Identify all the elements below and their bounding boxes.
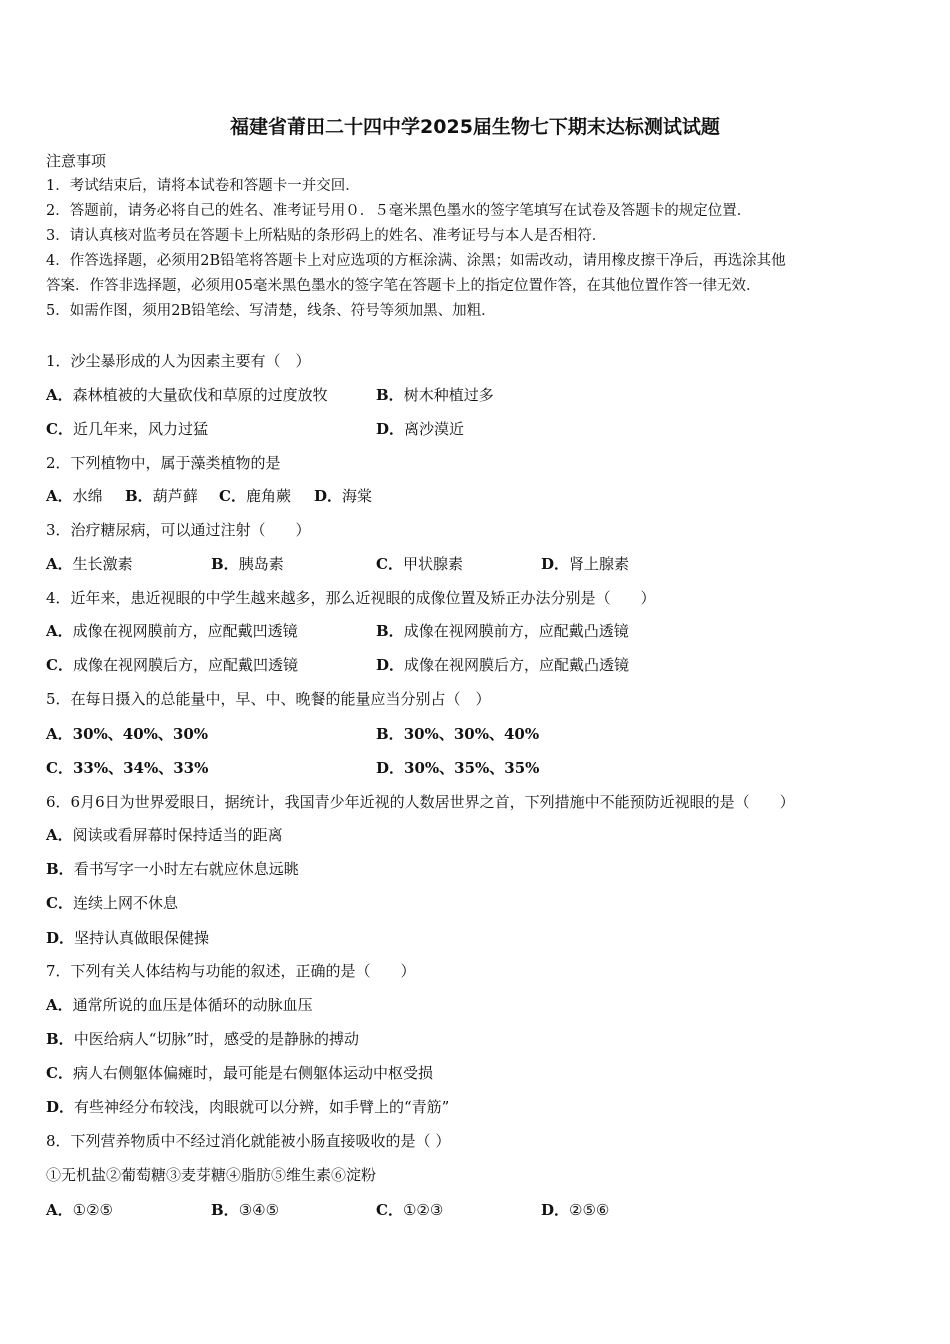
- notice-line: 4．作答选择题，必须用2B铅笔将答题卡上对应选项的方框涂满、涂黑；如需改动，请用橡皮擦干净后，再选涂其他: [46, 253, 786, 269]
- question-stem: 6．6月6日为世界爱眼日，据统计，我国青少年近视的人数居世界之首，下列措施中不能预防近视眼的是（ ）: [46, 793, 795, 811]
- option-d[interactable]: D．肾上腺素: [541, 555, 630, 573]
- question-sub-list: ①无机盐②葡萄糖③麦芽糖④脂肪⑤维生素⑥淀粉: [46, 1166, 377, 1184]
- option-c[interactable]: C．病人右侧躯体偏瘫时，最可能是右侧躯体运动中枢受损: [46, 1064, 433, 1082]
- option-a[interactable]: A．阅读或看屏幕时保持适当的距离: [46, 826, 283, 844]
- option-b[interactable]: B．胰岛素: [211, 555, 284, 573]
- option-a[interactable]: A．通常所说的血压是体循环的动脉血压: [46, 996, 313, 1014]
- option-d[interactable]: D．离沙漠近: [376, 420, 465, 438]
- question-stem: 7．下列有关人体结构与功能的叙述，正确的是（ ）: [46, 962, 416, 980]
- option-b[interactable]: B．中医给病人“切脉”时，感受的是静脉的搏动: [46, 1030, 360, 1048]
- option-b[interactable]: B．30%、30%、40%: [376, 725, 540, 743]
- notice-line: 1．考试结束后，请将本试卷和答题卡一并交回．: [46, 178, 360, 194]
- question-stem: 3．治疗糖尿病，可以通过注射（ ）: [46, 521, 311, 539]
- option-a[interactable]: A．水绵: [46, 487, 103, 505]
- option-a[interactable]: A．①②⑤: [46, 1201, 113, 1219]
- option-c[interactable]: C．近几年来，风力过猛: [46, 420, 208, 438]
- option-a[interactable]: A．成像在视网膜前方，应配戴凹透镜: [46, 622, 298, 640]
- notice-heading: 注意事项: [46, 152, 107, 170]
- notice-line: 2．答题前，请务必将自己的姓名、准考证号用０．５毫米黑色墨水的签字笔填写在试卷及答题卡的规定位置．: [46, 203, 752, 219]
- notice-line: 答案．作答非选择题，必须用05毫米黑色墨水的签字笔在答题卡上的指定位置作答，在其他位置作答一律无效．: [46, 278, 761, 294]
- option-a[interactable]: A．生长激素: [46, 555, 133, 573]
- option-a[interactable]: A．30%、40%、30%: [46, 725, 209, 743]
- option-b[interactable]: B．③④⑤: [211, 1201, 280, 1219]
- option-d[interactable]: D．30%、35%、35%: [376, 759, 540, 777]
- question-stem: 4．近年来，患近视眼的中学生越来越多，那么近视眼的成像位置及矫正办法分别是（ ）: [46, 589, 656, 607]
- option-d[interactable]: D．②⑤⑥: [541, 1201, 610, 1219]
- option-b[interactable]: B．树木种植过多: [376, 386, 494, 404]
- question-stem: 1．沙尘暴形成的人为因素主要有（ ）: [46, 352, 311, 370]
- option-c[interactable]: C．连续上网不休息: [46, 894, 178, 912]
- option-c[interactable]: C．33%、34%、33%: [46, 759, 209, 777]
- option-a[interactable]: A．森林植被的大量砍伐和草原的过度放牧: [46, 386, 328, 404]
- option-d[interactable]: D．成像在视网膜后方，应配戴凸透镜: [376, 656, 630, 674]
- question-stem: 8．下列营养物质中不经过消化就能被小肠直接吸收的是（ ）: [46, 1132, 451, 1150]
- question-stem: 5．在每日摄入的总能量中，早、中、晚餐的能量应当分别占（ ）: [46, 690, 491, 708]
- option-c[interactable]: C．甲状腺素: [376, 555, 463, 573]
- option-b[interactable]: B．看书写字一小时左右就应休息远眺: [46, 860, 299, 878]
- option-b[interactable]: B．成像在视网膜前方，应配戴凸透镜: [376, 622, 629, 640]
- option-d[interactable]: D．有些神经分布较浅，肉眼就可以分辨，如手臂上的“青筋”: [46, 1098, 450, 1116]
- notice-line: 5．如需作图，须用2B铅笔绘、写清楚，线条、符号等须加黑、加粗．: [46, 303, 496, 319]
- option-d[interactable]: D．海棠: [314, 487, 373, 505]
- option-b[interactable]: B．葫芦藓: [125, 487, 198, 505]
- notice-line: 3．请认真核对监考员在答题卡上所粘贴的条形码上的姓名、准考证号与本人是否相符．: [46, 228, 607, 244]
- page-title: 福建省莆田二十四中学2025届生物七下期末达标测试试题: [230, 116, 720, 138]
- question-stem: 2．下列植物中，属于藻类植物的是: [46, 454, 281, 472]
- option-d[interactable]: D．坚持认真做眼保健操: [46, 929, 210, 947]
- option-c[interactable]: C．①②③: [376, 1201, 444, 1219]
- option-c[interactable]: C．成像在视网膜后方，应配戴凹透镜: [46, 656, 298, 674]
- option-c[interactable]: C．鹿角蕨: [219, 487, 291, 505]
